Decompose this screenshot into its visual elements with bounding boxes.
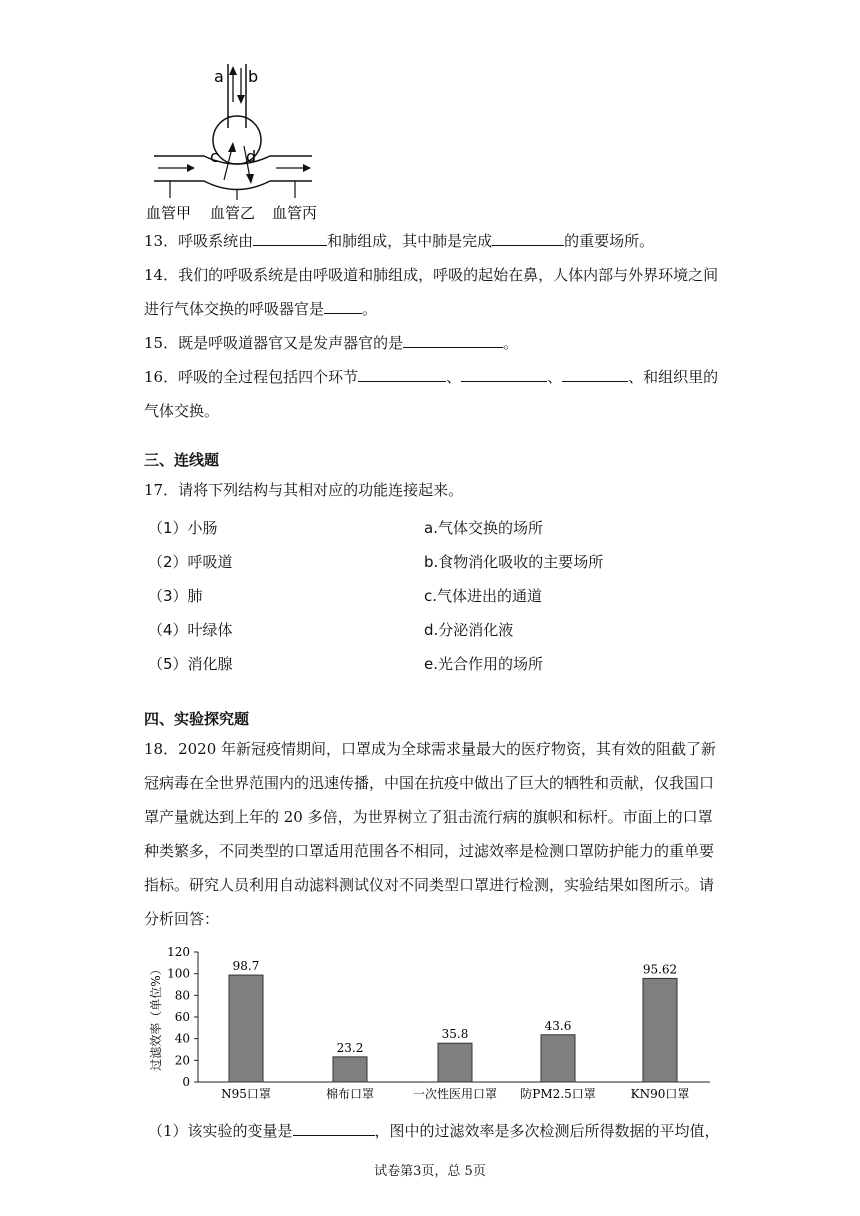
question-number: 14． xyxy=(144,266,179,284)
question-15 xyxy=(144,333,518,353)
label-b: b xyxy=(248,67,259,86)
question-number: 16． xyxy=(144,368,179,386)
y-tick-label: 20 xyxy=(174,1053,190,1068)
filtration-efficiency-chart xyxy=(140,940,720,1100)
bar xyxy=(541,1035,575,1082)
answer-blank[interactable] xyxy=(403,333,503,348)
question-text: 的重要场所。 xyxy=(564,232,655,250)
section-3-heading: 三、连线题 xyxy=(144,451,220,469)
question-text: 、和组织里的 xyxy=(628,368,719,386)
y-tick-label: 80 xyxy=(174,988,190,1003)
question-18-line: 冠病毒在全世界范围内的迅速传播，中国在抗疫中做出了巨大的牺牲和贡献，仅我国口 xyxy=(144,774,715,792)
question-text: 呼吸系统由 xyxy=(178,232,254,250)
x-tick-label: 棉布口罩 xyxy=(325,1087,375,1100)
x-tick-label: 一次性医用口罩 xyxy=(412,1087,498,1100)
question-17: 17．请将下列结构与其相对应的功能连接起来。 xyxy=(144,481,464,499)
question-number: 15． xyxy=(144,334,179,352)
label-d: d xyxy=(246,147,257,166)
question-text: 。 xyxy=(503,334,519,352)
question-16-line-1 xyxy=(144,367,718,387)
question-14-line-1 xyxy=(144,265,718,285)
answer-blank[interactable] xyxy=(324,299,362,314)
answer-blank[interactable] xyxy=(562,367,628,382)
vessel-jia-label: 血管甲 xyxy=(146,204,192,222)
alveolus-blood-vessel-diagram xyxy=(140,62,330,224)
page-footer: 试卷第3页，总 5页 xyxy=(374,1164,486,1179)
bar-value-label: 98.7 xyxy=(232,959,260,974)
match-right-item[interactable]: a.气体交换的场所 xyxy=(424,519,543,537)
question-18-line: 分析回答： xyxy=(144,910,220,928)
bar xyxy=(229,975,263,1082)
question-text: 和肺组成，其中肺是完成 xyxy=(327,232,493,250)
question-14-line-2 xyxy=(144,299,377,319)
bar xyxy=(643,978,677,1082)
y-tick-label: 100 xyxy=(167,966,190,981)
question-18-line: 罩产量就达到上年的 20 多倍，为世界树立了狙击流行病的旗帜和标杆。市面上的口罩 xyxy=(144,808,713,826)
question-18-sub-1 xyxy=(148,1121,720,1141)
y-axis-label: 过滤效率（单位%） xyxy=(149,963,163,1071)
label-c: c xyxy=(210,147,219,166)
question-number: 13． xyxy=(144,232,179,250)
match-right-item[interactable]: e.光合作用的场所 xyxy=(424,655,543,673)
bar-value-label: 23.2 xyxy=(336,1040,364,1055)
answer-blank[interactable] xyxy=(492,231,564,246)
question-18-line: 指标。研究人员利用自动滤料测试仪对不同类型口罩进行检测，实验结果如图所示。请 xyxy=(144,876,715,894)
separator: 、 xyxy=(547,368,563,386)
question-18-line: 18．2020 年新冠疫情期间，口罩成为全球需求量最大的医疗物资，其有效的阻截了新 xyxy=(144,740,717,758)
separator: 、 xyxy=(446,368,462,386)
question-18-line: 种类繁多，不同类型的口罩适用范围各不相同，过滤效率是检测口罩防护能力的重单要 xyxy=(144,842,715,860)
question-text: 我们的呼吸系统是由呼吸道和肺组成，呼吸的起始在鼻，人体内部与外界环境之间 xyxy=(178,266,719,284)
question-text: 。 xyxy=(362,300,378,318)
question-text: 既是呼吸道器官又是发声器官的是 xyxy=(178,334,404,352)
match-right-item[interactable]: b.食物消化吸收的主要场所 xyxy=(424,553,604,571)
y-tick-label: 60 xyxy=(174,1010,190,1024)
match-left-item[interactable]: （1）小肠 xyxy=(148,519,218,537)
answer-blank[interactable] xyxy=(461,367,547,382)
bar-value-label: 95.62 xyxy=(642,962,678,977)
question-16-line-2 xyxy=(144,401,219,421)
question-text: 气体交换。 xyxy=(144,402,220,420)
x-tick-label: 防PM2.5口罩 xyxy=(520,1087,596,1100)
match-left-item[interactable]: （2）呼吸道 xyxy=(148,553,233,571)
vessel-bing-label: 血管丙 xyxy=(272,204,318,222)
question-13 xyxy=(144,231,654,251)
match-left-item[interactable]: （5）消化腺 xyxy=(148,655,233,673)
bar-value-label: 43.6 xyxy=(544,1018,572,1033)
match-left-item[interactable]: （3）肺 xyxy=(148,587,203,605)
answer-blank[interactable] xyxy=(358,367,446,382)
label-a: a xyxy=(214,67,224,86)
x-tick-label: KN90口罩 xyxy=(630,1087,690,1100)
match-left-item[interactable]: （4）叶绿体 xyxy=(148,621,233,639)
answer-blank[interactable] xyxy=(253,231,327,246)
y-tick-label: 40 xyxy=(174,1031,190,1046)
bar xyxy=(438,1043,472,1082)
answer-blank[interactable] xyxy=(293,1121,375,1136)
x-tick-label: N95口罩 xyxy=(221,1087,271,1100)
match-right-item[interactable]: d.分泌消化液 xyxy=(424,621,514,639)
question-text: 进行气体交换的呼吸器官是 xyxy=(144,300,325,318)
y-tick-label: 120 xyxy=(167,945,190,959)
y-tick-label: 0 xyxy=(182,1075,190,1089)
vessel-yi-label: 血管乙 xyxy=(210,204,256,222)
match-right-item[interactable]: c.气体进出的通道 xyxy=(424,587,543,605)
question-text: 呼吸的全过程包括四个环节 xyxy=(178,368,359,386)
question-text: ，图中的过滤效率是多次检测后所得数据的平均值， xyxy=(374,1122,720,1140)
question-text: （1）该实验的变量是 xyxy=(148,1122,293,1140)
bar-value-label: 35.8 xyxy=(441,1027,469,1042)
bar xyxy=(333,1057,367,1082)
section-4-heading: 四、实验探究题 xyxy=(144,710,250,728)
